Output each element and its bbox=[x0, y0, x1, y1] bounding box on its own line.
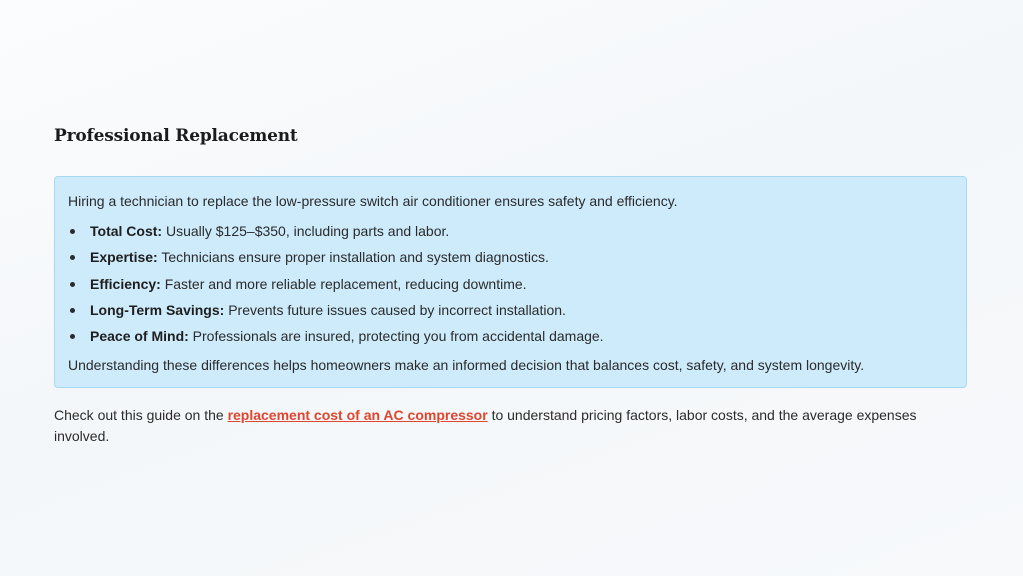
bullet-icon bbox=[70, 308, 75, 313]
bullet-icon bbox=[70, 255, 75, 260]
list-item bbox=[68, 275, 604, 301]
bullet-text: Technicians ensure proper installation and system diagnostics. bbox=[157, 249, 549, 266]
bullet-term: Total Cost: bbox=[90, 223, 163, 239]
bullet-text: Prevents future issues caused by incorrect installation. bbox=[224, 301, 566, 318]
bullet-icon bbox=[70, 229, 75, 234]
bullet-text: Usually $125–$350, including parts and labor. bbox=[162, 223, 450, 239]
bullet-icon bbox=[70, 282, 75, 287]
bullet-term: Efficiency: bbox=[90, 275, 161, 292]
info-box-outro: Understanding these differences helps homeowners make an informed decision that balances cost, safety, and system longevity. bbox=[68, 357, 865, 373]
guide-text-after: to understand pricing factors, labor costs, and the average expenses involved. bbox=[54, 407, 917, 444]
list-item bbox=[68, 248, 604, 274]
benefits-list bbox=[68, 222, 604, 353]
bullet-text: Professionals are insured, protecting you from accidental damage. bbox=[188, 328, 604, 345]
info-box-intro: Hiring a technician to replace the low-pressure switch air conditioner ensures safety and efficiency. bbox=[68, 193, 678, 209]
bullet-term: Long-Term Savings: bbox=[90, 301, 225, 318]
compressor-cost-link[interactable]: replacement cost of an AC compressor bbox=[227, 407, 488, 423]
bullet-icon bbox=[70, 334, 75, 339]
bullet-term: Expertise: bbox=[90, 249, 158, 266]
section-heading: Professional Replacement bbox=[54, 126, 298, 146]
bullet-term: Peace of Mind: bbox=[90, 328, 189, 345]
info-box bbox=[54, 176, 967, 388]
list-item bbox=[68, 301, 604, 327]
guide-paragraph bbox=[54, 405, 954, 447]
bullet-text: Faster and more reliable replacement, reducing downtime. bbox=[160, 275, 527, 292]
guide-text-before: Check out this guide on the bbox=[54, 407, 228, 423]
list-item bbox=[68, 327, 604, 353]
list-item bbox=[68, 222, 604, 248]
